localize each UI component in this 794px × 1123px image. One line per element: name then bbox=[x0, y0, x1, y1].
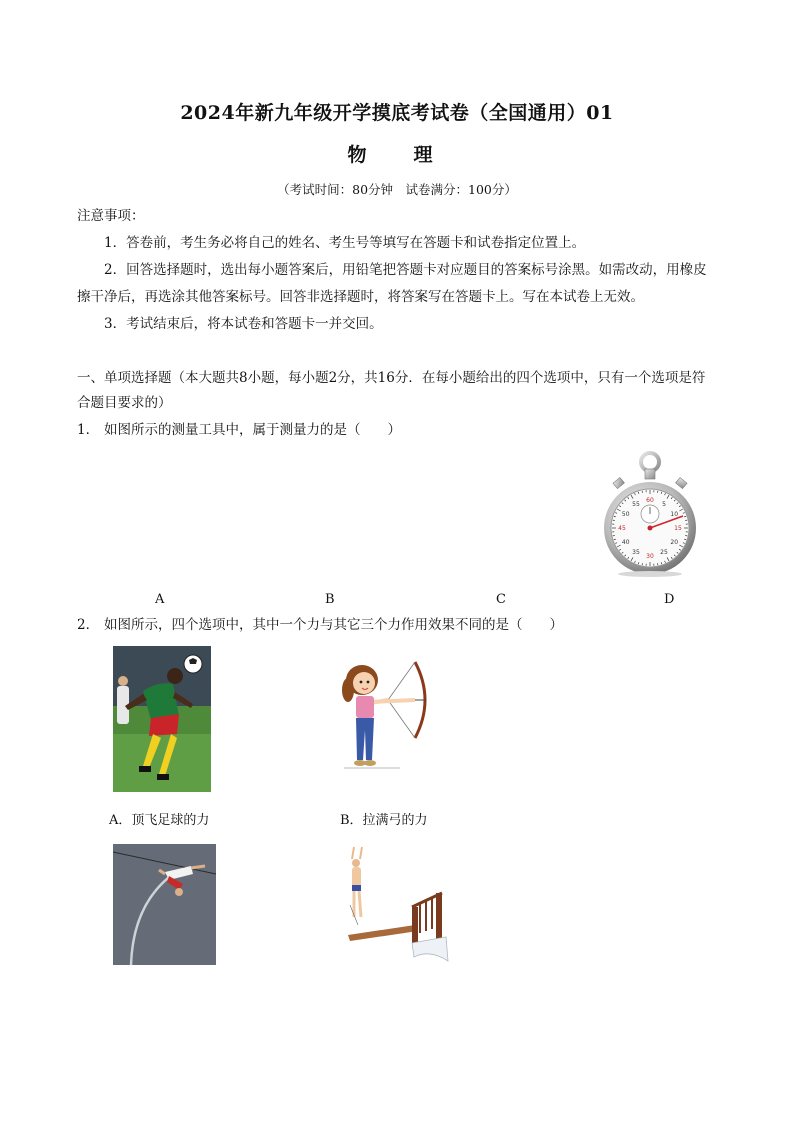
note-item-1: 1．答卷前，考生务必将自己的姓名、考生号等填写在答题卡和试卷指定位置上。 bbox=[104, 235, 586, 251]
q1-option-b: B bbox=[325, 592, 335, 607]
stopwatch-image bbox=[600, 450, 700, 578]
note-item-2-cont: 擦干净后，再选涂其他答案标号。回答非选择题时，将答案写在答题卡上。写在本试卷上无效。 bbox=[77, 289, 644, 305]
q1-option-c: C bbox=[496, 592, 506, 607]
exam-title: 2024年新九年级开学摸底考试卷（全国通用）01 bbox=[180, 102, 614, 124]
q1-option-d: D bbox=[664, 592, 675, 607]
q1-text: 如图所示的测量工具中，属于测量力的是（ ） bbox=[104, 422, 401, 438]
stopwatch-number: 15 bbox=[674, 525, 682, 532]
soccer-header-image bbox=[113, 646, 211, 792]
subject-title: 物 理 bbox=[347, 144, 447, 166]
stopwatch-number: 30 bbox=[646, 553, 654, 560]
stopwatch-number: 25 bbox=[660, 549, 668, 557]
stopwatch-number: 10 bbox=[670, 511, 679, 518]
stopwatch-number: 60 bbox=[646, 497, 654, 504]
stopwatch-number: 55 bbox=[632, 500, 640, 508]
q1-option-a: A bbox=[155, 592, 165, 607]
exam-info: （考试时间：80分钟 试卷满分：100分） bbox=[277, 182, 517, 197]
q2-option-a-caption: A．顶飞足球的力 bbox=[109, 813, 210, 828]
stopwatch-number: 40 bbox=[621, 539, 630, 546]
stopwatch-number: 50 bbox=[621, 511, 630, 518]
pole-vault-image bbox=[113, 844, 216, 965]
section-heading-line2: 合题目要求的） bbox=[77, 395, 172, 411]
note-item-3: 3．考试结束后，将本试卷和答题卡一并交回。 bbox=[104, 316, 383, 332]
q1-number: 1． bbox=[77, 422, 100, 438]
q2-option-b-caption: B．拉满弓的力 bbox=[340, 813, 428, 828]
section-heading-line1: 一、单项选择题（本大题共8小题，每小题2分，共16分．在每小题给出的四个选项中，只有一个选项是符 bbox=[77, 370, 706, 386]
stopwatch-number: 20 bbox=[670, 539, 679, 546]
q2-text: 如图所示，四个选项中，其中一个力与其它三个力作用效果不同的是（ ） bbox=[104, 617, 563, 633]
stopwatch-number: 45 bbox=[618, 525, 626, 532]
diving-board-image bbox=[340, 845, 450, 963]
note-item-2: 2．回答选择题时，选出每小题答案后，用铅笔把答题卡对应题目的答案标号涂黑。如需改动，用橡皮 bbox=[104, 262, 707, 278]
notes-heading: 注意事项： bbox=[77, 208, 145, 224]
stopwatch-number: 35 bbox=[632, 549, 640, 557]
stopwatch-number: 5 bbox=[662, 500, 666, 508]
archer-image bbox=[340, 660, 428, 775]
q2-number: 2． bbox=[77, 617, 100, 633]
